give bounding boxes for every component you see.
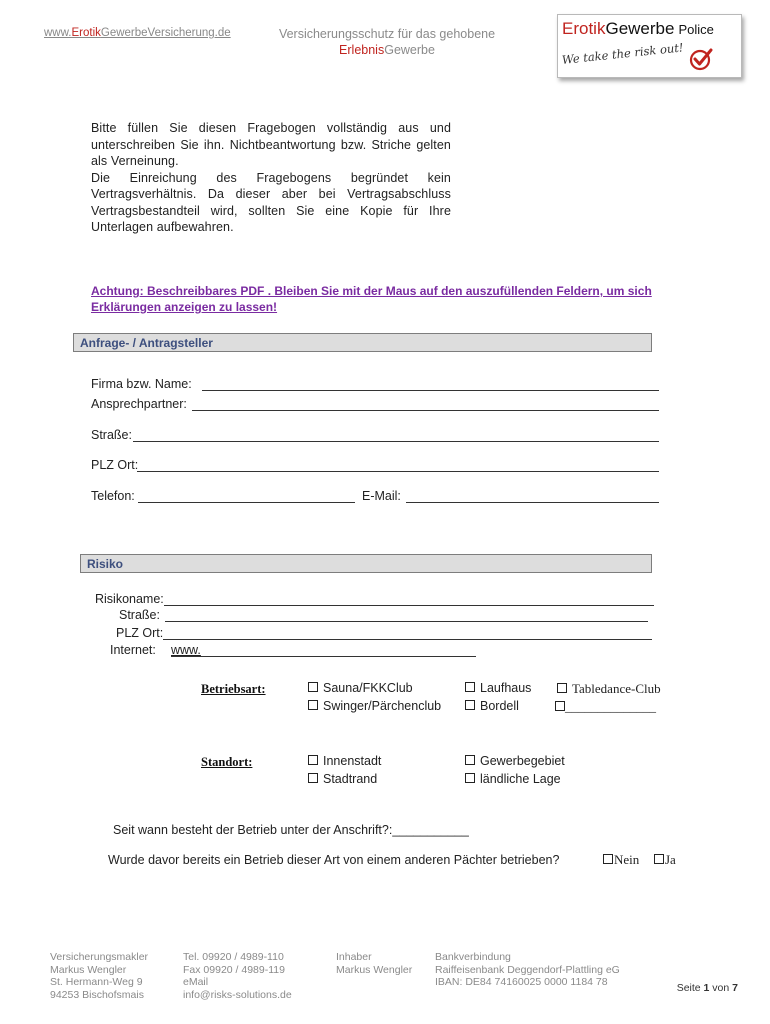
label-plz-ort: PLZ Ort: bbox=[91, 458, 139, 472]
checkbox-box[interactable] bbox=[557, 683, 567, 693]
option-label: Swinger/Pärchenclub bbox=[323, 699, 442, 713]
page-number bbox=[677, 982, 738, 994]
option-label: Tabledance-Club bbox=[572, 681, 661, 696]
checkbox-swinger[interactable] bbox=[308, 699, 441, 713]
logo-slogan: We take the risk out! bbox=[561, 40, 685, 67]
page-total: 7 bbox=[732, 982, 738, 994]
tagline-line1: Versicherungsschutz für das gehobene bbox=[278, 27, 496, 41]
option-label: Laufhaus bbox=[480, 681, 532, 695]
option-label: Nein bbox=[614, 852, 640, 867]
checkbox-box[interactable] bbox=[308, 682, 318, 692]
field-risk-strasse[interactable] bbox=[165, 621, 648, 622]
checkbox-box[interactable] bbox=[308, 773, 318, 783]
label-ansprechpartner: Ansprechpartner: bbox=[91, 397, 187, 411]
label-betriebsart: Betriebsart: bbox=[201, 682, 266, 696]
label-risk-plz: PLZ Ort: bbox=[116, 626, 164, 640]
checkmark-icon bbox=[688, 46, 714, 72]
footer-bank bbox=[435, 951, 620, 989]
site-url[interactable] bbox=[44, 27, 231, 39]
checkbox-nein[interactable] bbox=[603, 852, 639, 868]
page-pre: Seite bbox=[676, 982, 704, 994]
section-applicant-header: Anfrage- / Antragsteller bbox=[73, 333, 652, 352]
intro-paragraph-2: Die Einreichung des Fragebogens begründet kein Vertragsverhältnis. Da dieser aber bei Vertragsabschluss Vertragsbestandteil wird, sollten Sie eine Kopie für Ihre Unterlagen aufbewahren. bbox=[91, 170, 451, 234]
checkbox-box[interactable] bbox=[465, 682, 475, 692]
pdf-note: Achtung: Beschreibbares PDF . Bleiben Sie mit der Maus auf den auszufüllenden Feldern, um sich Erklärungen anzeigen zu lassen! bbox=[91, 284, 652, 314]
option-label: Sauna/FKKClub bbox=[323, 681, 413, 695]
checkbox-box[interactable] bbox=[465, 755, 475, 765]
checkbox-box[interactable] bbox=[465, 700, 475, 710]
logo-black: Gewerbe bbox=[605, 19, 675, 38]
label-telefon: Telefon: bbox=[91, 489, 135, 503]
field-plz-ort[interactable] bbox=[137, 471, 659, 472]
field-firma[interactable] bbox=[202, 390, 659, 391]
label-strasse: Straße: bbox=[91, 428, 132, 442]
footer-line: Tel. 09920 / 4989-110 bbox=[183, 951, 284, 963]
field-risikoname[interactable] bbox=[164, 605, 654, 606]
checkbox-sauna[interactable] bbox=[308, 681, 413, 695]
label-risikoname: Risikoname: bbox=[95, 592, 164, 606]
label-firma: Firma bzw. Name: bbox=[91, 377, 192, 391]
footer-email-link[interactable]: info@risks-solutions.de bbox=[183, 988, 292, 1001]
field-email[interactable] bbox=[406, 502, 659, 503]
page-mid: von bbox=[709, 982, 733, 994]
checkbox-innenstadt[interactable] bbox=[308, 754, 381, 768]
tagline-rest: Gewerbe bbox=[384, 43, 435, 57]
checkbox-laufhaus[interactable] bbox=[465, 681, 531, 695]
label-internet: Internet: bbox=[110, 643, 156, 657]
option-label: Ja bbox=[665, 852, 676, 867]
option-label: ländliche Lage bbox=[480, 772, 561, 786]
company-logo bbox=[557, 14, 742, 78]
checkbox-laendliche-lage[interactable] bbox=[465, 772, 561, 786]
footer-line: Fax 09920 / 4989-119 bbox=[183, 963, 285, 976]
label-email: E-Mail: bbox=[362, 489, 401, 503]
checkbox-tabledance[interactable] bbox=[557, 681, 661, 697]
internet-prefix: www. bbox=[171, 643, 201, 657]
footer-line: Markus Wengler bbox=[336, 963, 413, 976]
footer-line: Inhaber bbox=[336, 951, 372, 963]
footer-line: Bankverbindung bbox=[435, 951, 511, 963]
field-strasse[interactable] bbox=[133, 441, 659, 442]
site-url-red: Erotik bbox=[71, 27, 101, 39]
option-label: Stadtrand bbox=[323, 772, 378, 786]
logo-police: Police bbox=[678, 22, 714, 37]
page-current: 1 bbox=[703, 982, 710, 994]
footer-line: Markus Wengler bbox=[50, 963, 127, 976]
checkbox-gewerbegebiet[interactable] bbox=[465, 754, 565, 768]
checkbox-box[interactable] bbox=[603, 854, 613, 864]
footer-line: Raiffeisenbank Deggendorf-Plattling eG bbox=[435, 963, 620, 976]
footer-owner bbox=[336, 951, 412, 976]
footer-line: eMail bbox=[183, 976, 209, 988]
footer-line: 94253 Bischofsmais bbox=[50, 988, 144, 1001]
field-risk-plz[interactable] bbox=[163, 639, 652, 640]
field-ansprechpartner[interactable] bbox=[192, 410, 659, 411]
label-risk-strasse: Straße: bbox=[119, 608, 160, 622]
checkbox-bordell[interactable] bbox=[465, 699, 519, 713]
footer-contact bbox=[183, 951, 292, 1001]
option-other-line[interactable]: ______________ bbox=[565, 699, 656, 714]
option-label: Bordell bbox=[480, 699, 519, 713]
checkbox-box[interactable] bbox=[654, 854, 664, 864]
tagline-red: Erlebnis bbox=[339, 43, 385, 57]
footer-line: Versicherungsmakler bbox=[50, 951, 149, 963]
option-label: Innenstadt bbox=[323, 754, 382, 768]
checkbox-box[interactable] bbox=[555, 701, 565, 711]
footer-line: IBAN: DE84 74160025 0000 1184 78 bbox=[435, 976, 608, 988]
question-davor: Wurde davor bereits ein Betrieb dieser Art von einem anderen Pächter betrieben? bbox=[108, 853, 560, 867]
field-internet[interactable] bbox=[171, 656, 476, 657]
footer-line: St. Hermann-Weg 9 bbox=[50, 976, 143, 988]
field-telefon[interactable] bbox=[138, 502, 355, 503]
checkbox-stadtrand[interactable] bbox=[308, 772, 377, 786]
footer-broker bbox=[50, 951, 148, 1001]
section-risk-header: Risiko bbox=[80, 554, 652, 573]
intro-text bbox=[91, 120, 451, 236]
label-standort: Standort: bbox=[201, 755, 253, 769]
checkbox-other[interactable] bbox=[555, 699, 656, 715]
checkbox-box[interactable] bbox=[308, 755, 318, 765]
site-url-pre: www. bbox=[44, 27, 72, 39]
checkbox-box[interactable] bbox=[465, 773, 475, 783]
checkbox-ja[interactable] bbox=[654, 852, 676, 868]
question-seit-wann[interactable]: Seit wann besteht der Betrieb unter der Anschrift?:___________ bbox=[113, 823, 469, 837]
intro-paragraph-1: Bitte füllen Sie diesen Fragebogen vollständig aus und unterschreiben Sie ihn. Nichtbeantwortung bzw. Striche gelten als Verneinung. bbox=[91, 121, 451, 168]
checkbox-box[interactable] bbox=[308, 700, 318, 710]
option-label: Gewerbegebiet bbox=[480, 754, 565, 768]
logo-red: Erotik bbox=[562, 19, 606, 38]
site-url-post: GewerbeVersicherung.de bbox=[100, 27, 231, 39]
header-tagline bbox=[262, 26, 512, 58]
